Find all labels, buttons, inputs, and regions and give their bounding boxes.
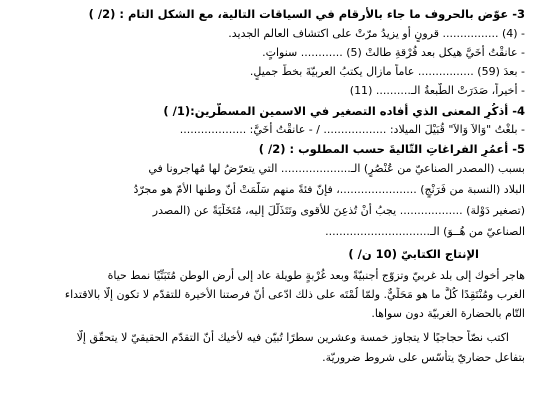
production-title: الإنتاج الكتابيّ (10 ن/ ) [348, 247, 479, 261]
q3-line-3: - بعدَ (59) ................ عاماً مازال يكتبُ العربيّةَ بخطٍّ جميلٍ. [249, 65, 525, 78]
q5-title: 5- أعمُرِ الفراغاتِ التّاليةَ حسب المطلوب : (2/ ) [258, 142, 525, 156]
production-paragraph-4: اكتب نصّاً حجاجيًا لا يتجاوز خمسة وعشرين سطرًا تُبيّن فيه لأخيك أنّ التقدّم الحقيقيّ لا يتحقّق إلّا [76, 331, 509, 344]
production-paragraph-2: الغرب ومُنْتَقِدًا كُلَّ ما هو مَحَلِّيٌّ. ولمّا لُمْتَه على ذلك ادّعى أنّ فرصتنا الأخيرة للتقدّم لا تكون إلّا بالاقتداء [64, 288, 525, 301]
q4-title: 4- أذكُرِ المعنى الذي أفاده التصغير في الاسمين المسطّرين:(1/ ) [163, 104, 525, 118]
production-paragraph-5: بتفاعل حضاريّ يتأسّس على شروط ضروريّة. [322, 351, 525, 364]
q3-line-1: - (4) ................ قرونٍ أو يزيدُ مرّتْ على اكتشاف العالم الجديد. [228, 27, 525, 40]
q5-line-4: الصناعيّ من هُــوَ) الـ.............................. [325, 225, 525, 238]
q5-line-1: بسبب (المصدر الصناعيّ من عُنْصُرٍ) الـ.................... التي يتعرّضُ لها مُهاجرونا في [148, 162, 525, 175]
q3-title: 3- عوّض بالحروف ما جاء بالأرقام في السياقات التالية، مع الشكل التام : (2/ ) [88, 7, 525, 21]
production-paragraph-1: هاجر أخوك إلى بلد غربيّ وتزوّج أجنبيّةً وبعد غُرْبةٍ طويلة عاد إلى أرض الوطن مُتَبَنِّيًا نمط حياة [107, 269, 525, 282]
q5-line-2: البلاد (النسبة من فَرَنْجٍ) ......................، فإنّ فئةً منهم سَلَّمَتْ أنّ وطنها الأمّ هو مجرّدُ [133, 183, 525, 196]
production-paragraph-3: التّام بالحضارة الغربيّة دون سواها. [371, 307, 525, 320]
q3-line-2: - عانقْتُ أُخَيَّ هيكل بعد فُرْقةِ طالتْ (5) ............ سنواتٍ. [262, 46, 525, 59]
q3-line-4: - أخيراً، صَدَرَتْ الطَّبعةُ الـ.......... (11) [349, 84, 525, 97]
q5-line-3: (تصغير دَوْلة) .................. يجبُ أنْ تُذعِنَ للأقوى وتَتَذَلَّلَ إليه، مُتَخَلِّيَةً عن (المصدر [152, 204, 525, 217]
q4-line-1: - بلغْتُ "وَالاَ وَالاَ" قُبَيْلَ الميلاد: .................. / - عانقْتُ أُخَيَّ: ................... [179, 123, 525, 136]
